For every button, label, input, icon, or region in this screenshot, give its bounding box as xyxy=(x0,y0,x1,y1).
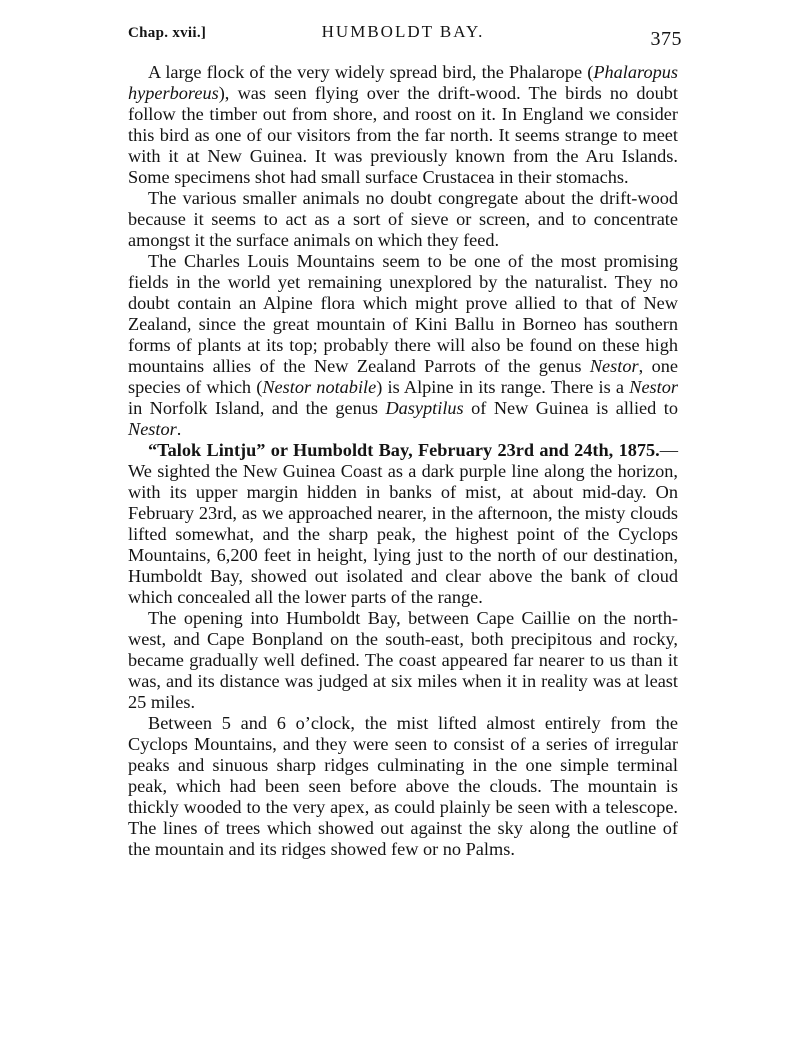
running-head xyxy=(128,22,682,62)
paragraph-phalarope xyxy=(128,62,678,188)
text-segment: ), was seen flying over the drift-wood. The birds no doubt follow the timber out from shore, and roost on it. In England we consider this bird as one of our visitors from the far north. It seems strange to meet with it at New Guinea. It was previously known from the Aru Islands. Some specimens shot had small surface Crustacea in their stomachs. xyxy=(128,83,678,187)
species-name: Phalaropus hyperboreus xyxy=(128,62,678,103)
genus-name: Nestor xyxy=(629,377,679,397)
genus-name: Nestor xyxy=(589,356,639,376)
text-segment: —We sighted the New Guinea Coast as a dark purple line along the horizon, with its upper margin hidden in banks of mist, at about mid-day. On February 23rd, as we approached nearer, in the afternoon, the misty clouds lifted somewhat, and the sharp peak, the highest point of the Cyclops Mountains, 6,200 feet in height, lying just to the north of our destination, Humboldt Bay, showed out isolated and clear above the bank of cloud which concealed all the lower parts of the range. xyxy=(128,440,678,607)
text-segment: , one species of which ( xyxy=(128,356,678,397)
running-title: HUMBOLDT BAY. xyxy=(321,22,485,41)
text-segment: The various smaller animals no doubt congregate about the drift-wood because it seems to act as a sort of sieve or screen, and to concentrate amongst it the surface animals on which they feed. xyxy=(128,188,678,250)
text-segment: of New Guinea is allied to xyxy=(463,398,678,418)
paragraph-bay-opening xyxy=(128,608,678,713)
text-segment: A large flock of the very widely spread bird, the Phalarope ( xyxy=(148,62,594,82)
paragraph-charles-louis-mountains xyxy=(128,251,678,440)
chapter-label: Chap. xvii.] xyxy=(128,25,207,41)
section-heading: “Talok Lintju” or Humboldt Bay, February 23rd and 24th, 1875. xyxy=(148,440,660,460)
page-number: 375 xyxy=(650,28,682,50)
text-segment: in Norfolk Island, and the genus xyxy=(128,398,386,418)
genus-name: Nestor xyxy=(128,419,177,439)
paragraph-humboldt-bay-arrival xyxy=(128,440,678,608)
text-segment: The opening into Humboldt Bay, between Cape Caillie on the north-west, and Cape Bonpland on the south-east, both precipitous and rocky, became gradually well defined. The coast appeared far nearer to us than it was, and its distance was judged at six miles when it in reality was at least 25 miles. xyxy=(128,608,678,712)
species-name: Nestor notabile xyxy=(262,377,377,397)
text-segment: Between 5 and 6 o’clock, the mist lifted almost entirely from the Cyclops Mountains, and they were seen to consist of a series of irregular peaks and sinuous sharp ridges culminating in the one simple terminal peak, which had been seen before above the clouds. The mountain is thickly wooded to the very apex, as could plainly be seen with a telescope. The lines of trees which showed out against the sky along the outline of the mountain and its ridges showed few or no Palms. xyxy=(128,713,678,859)
paragraph-cyclops-mountains xyxy=(128,713,678,860)
text-segment: ) is Alpine in its range. There is a xyxy=(376,377,630,397)
book-page xyxy=(128,22,682,860)
genus-name: Dasyptilus xyxy=(385,398,464,418)
paragraph-drift-wood xyxy=(128,188,678,251)
text-segment: . xyxy=(176,419,182,439)
text-segment: The Charles Louis Mountains seem to be one of the most promising fields in the world yet remaining unexplored by the naturalist. They no doubt contain an Alpine flora which might prove allied to that of New Zealand, since the great mountain of Kini Ballu in Borneo has southern forms of plants at its top; probably there will also be found on these high mountains allies of the New Zealand Parrots of the genus xyxy=(128,251,678,376)
